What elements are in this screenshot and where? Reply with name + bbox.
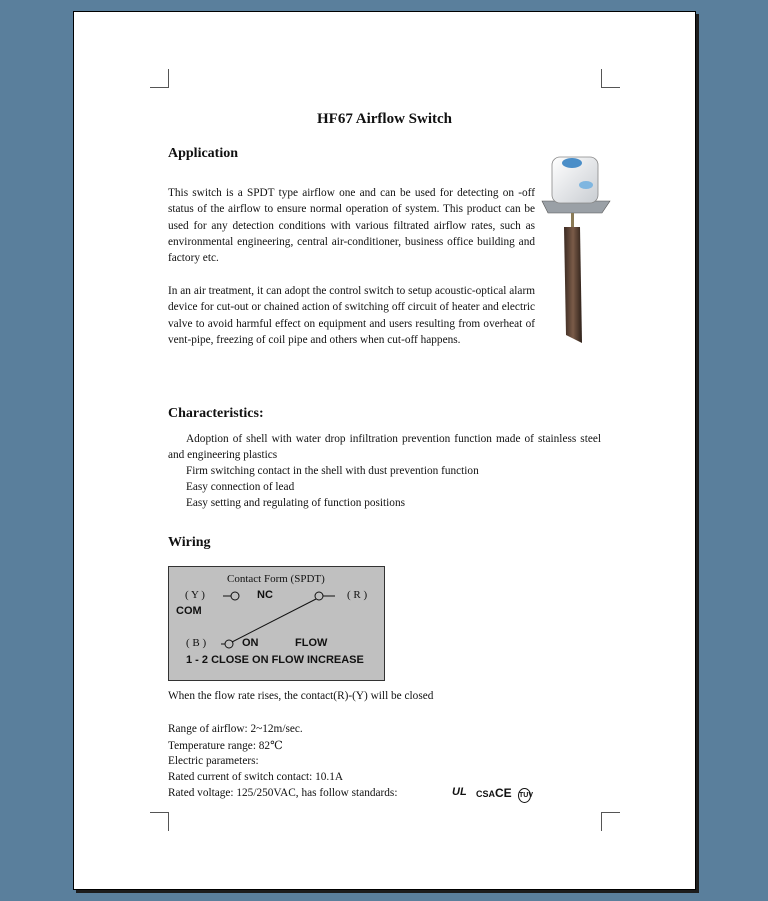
diagram-on-label: ON [242,637,259,649]
diagram-com-label: COM [176,605,202,617]
diagram-flow-label: FLOW [295,637,328,649]
csa-mark-icon: CSA [476,789,496,799]
document-page [73,11,696,890]
spec-airflow-range: Range of airflow: 2~12m/sec. [168,723,303,735]
wiring-diagram [168,566,385,681]
crop-mark-bottom-left [150,812,169,831]
ce-mark-icon: CE [495,786,512,800]
crop-mark-top-right [601,69,620,88]
application-paragraph-1: This switch is a SPDT type airflow one and can be used for detecting on -off status of the airflow to ensure normal operation of system. This product can be used for any detection conditions with various filtrated airflow rates, such as environmental engineering, central air-conditioner, business office building and factory etc. [168,187,535,265]
crop-mark-bottom-right [601,812,620,831]
application-paragraph-2: In an air treatment, it can adopt the control switch to setup acoustic-optical alarm device for cut-out or chained action of switching off circuit of heater and electric valve to avoid harmful effect on equipment and users resulting from overheat of vent-pipe, freezing of coil pipe and others when cut-off happens. [168,285,535,346]
wiring-note: When the flow rate rises, the contact(R)-(Y) will be closed [168,690,434,702]
diagram-y-label: ( Y ) [185,589,205,601]
characteristic-item-3: Easy connection of lead [186,481,295,493]
airflow-switch-product-image [540,149,616,345]
spec-rated-current: Rated current of switch contact: 10.1A [168,771,344,783]
wiring-heading: Wiring [168,535,211,550]
ul-mark-icon: UL [452,786,467,798]
document-title: HF67 Airflow Switch [317,111,452,127]
application-heading: Application [168,146,239,161]
diagram-caption: 1 - 2 CLOSE ON FLOW INCREASE [186,654,364,666]
contact-schematic [169,567,384,680]
spec-rated-voltage: Rated voltage: 125/250VAC, has follow standards: [168,787,398,799]
diagram-r-label: ( R ) [347,589,368,601]
tuv-mark-icon: TUV [518,788,531,803]
characteristics-heading: Characteristics: [168,406,264,421]
crop-mark-top-left [150,69,169,88]
spec-electric-parameters: Electric parameters: [168,755,259,767]
diagram-b-label: ( B ) [186,637,207,649]
characteristic-item-1: Adoption of shell with water drop infiltration prevention function made of stainless steel and engineering plastics [168,433,601,461]
diagram-title: Contact Form (SPDT) [227,573,325,585]
diagram-nc-label: NC [257,589,273,601]
characteristic-item-4: Easy setting and regulating of function positions [186,497,405,509]
spec-temperature-range: Temperature range: 82℃ [168,740,283,752]
characteristic-item-2: Firm switching contact in the shell with dust prevention function [186,465,479,477]
